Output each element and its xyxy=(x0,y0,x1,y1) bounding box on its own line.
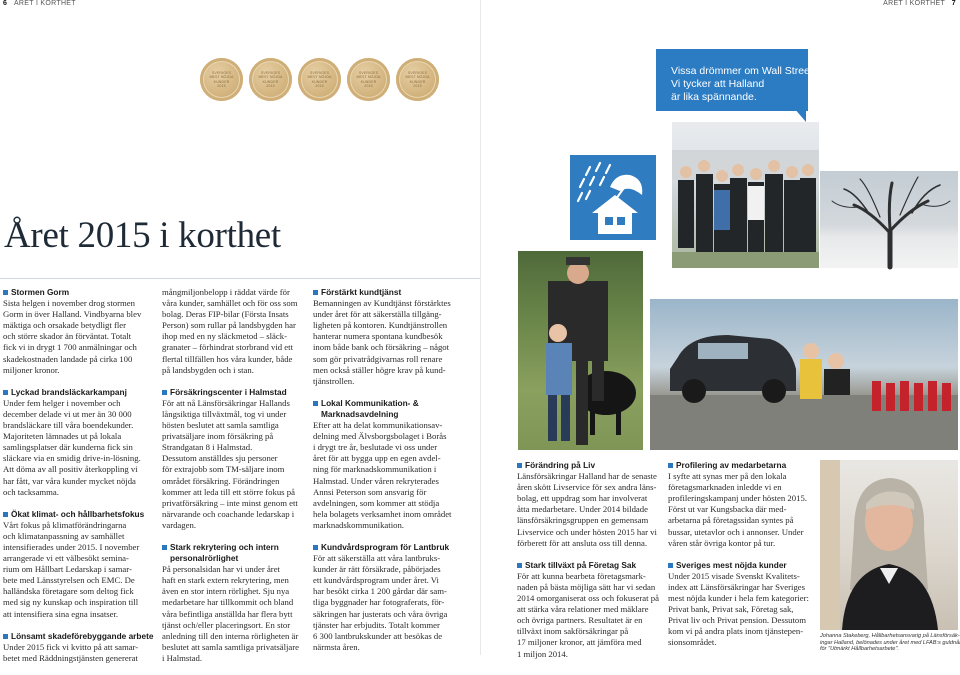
body-text-line: haft en stark extern rekrytering, men xyxy=(162,575,289,586)
section-bullet-icon xyxy=(162,545,167,550)
body-text-line: intensifierades under 2015. I november xyxy=(3,541,140,552)
body-text-line: granater – förhindrat storbrand vid ett xyxy=(162,342,293,353)
storm-house-icon xyxy=(570,155,656,240)
body-text-line: Efter att ha delat kommunikationsav- xyxy=(313,420,443,431)
section-heading xyxy=(668,460,820,471)
body-text-line: hösten beslutet att samla samtliga xyxy=(162,420,279,431)
winter-tree-photo xyxy=(820,171,958,268)
seal-text-line: SVERIGES xyxy=(358,71,379,76)
caption-line: ingar Halland, belönades under året med LFAB:s guldnål xyxy=(820,639,960,646)
body-text-line: anledning till den interna rörligheten är xyxy=(162,630,299,641)
body-text-line: kunder är rätt försäkrade, påbörjades xyxy=(313,564,441,575)
section-bullet-icon xyxy=(313,401,318,406)
body-text-line: i drygt tre år, beslutade vi oss under xyxy=(313,442,438,453)
body-text-line: Person) som rullar på landsbygden har xyxy=(162,320,296,331)
body-text-line: och övriga partners. Resultatet är en xyxy=(517,615,643,626)
section-bullet-icon xyxy=(668,463,673,468)
farmer-photo xyxy=(518,251,643,450)
seal-text-line: 2015 xyxy=(315,83,324,88)
seal-text xyxy=(255,71,287,88)
body-text-line: betet med Räddningstjänsten genererat xyxy=(3,652,138,663)
section-heading-line: Marknadsavdelning xyxy=(321,408,399,419)
body-text-line: att intensifiera sina egna insatser. xyxy=(3,608,119,619)
body-text-line: fick vi in drygt 1 700 anmälningar och xyxy=(3,342,137,353)
body-text-line: sionsområdet. xyxy=(668,637,717,648)
seal-text-line: 2015 xyxy=(364,83,373,88)
body-text-line: närmsta åren. xyxy=(313,641,360,652)
body-text-line: området försäkring. Förändringen xyxy=(162,475,280,486)
article-section xyxy=(313,398,473,531)
seal-text-line: KUNDER xyxy=(409,79,426,84)
article-section xyxy=(313,542,473,653)
body-text-line: under året för att säkerställa tillgäng- xyxy=(313,309,442,320)
text-column-5 xyxy=(668,460,820,660)
article-section xyxy=(668,560,820,649)
running-header-left xyxy=(3,0,76,9)
body-text-line: Vårt fokus på klimatförändringarna xyxy=(3,519,127,530)
body-text-line: säkringen har justerats och våra övriga xyxy=(313,608,448,619)
body-text-line: privatsäljare inom försäkring på xyxy=(162,431,274,442)
body-text-line: Halmstad. Under våren rekryterades xyxy=(313,475,439,486)
section-bullet-icon xyxy=(3,390,8,395)
body-text-line: 6 300 lantbrukskunder att besökas de xyxy=(313,630,443,641)
body-text-line: avdelningen, som kommer att stödja xyxy=(313,497,440,508)
seal-text-line: KUNDER xyxy=(213,79,230,84)
body-text-line: 2014 omorganiserat oss och fokuserat på xyxy=(517,593,659,604)
body-text-line: delning med Älvsborgsbolaget i Borås xyxy=(313,431,447,442)
seal-text-line: MEST NÖJDA xyxy=(356,75,381,80)
seal-text-line: KUNDER xyxy=(311,79,328,84)
body-text-line: På personalsidan har vi under året xyxy=(162,564,280,575)
running-header-right-label: ÅRET I KORTHET xyxy=(883,0,946,7)
body-text-line: kom vi på andra plats inom tjänstepen- xyxy=(668,626,804,637)
seal-text xyxy=(353,71,385,88)
body-text-line: index att Länsförsäkringar har Sveriges xyxy=(668,581,806,592)
section-heading xyxy=(517,560,667,571)
section-heading xyxy=(3,387,153,398)
section-heading-line: Lokal Kommunikation- & xyxy=(321,397,419,408)
body-text-line: För att nå Länsförsäkringar Hallands xyxy=(162,397,290,408)
body-text-line: mest nöjda kunder i hela fem kategorier: xyxy=(668,593,809,604)
body-text-line: inom både bank och försäkring – något xyxy=(313,342,450,353)
body-text-line: miljoner kronor. xyxy=(3,364,60,375)
body-text-line: ett kundvårdsprogram under året. Vi xyxy=(313,575,439,586)
seal-text-line: MEST NÖJDA xyxy=(307,75,332,80)
body-text-line: och större skador än förväntat. Totalt xyxy=(3,331,132,342)
body-text-line: tliga byggnader har fotograferats, för- xyxy=(313,597,445,608)
body-text-line: närvarande och coachande ledarskap i xyxy=(162,508,295,519)
running-header-right xyxy=(883,0,956,9)
section-heading-line: Lyckad brandsläckarkampanj xyxy=(11,386,127,397)
body-text-line: Under 2015 visade Svenskt Kvalitets- xyxy=(668,570,800,581)
body-text-line: bete med Länsstyrelsen och EMC. De xyxy=(3,575,135,586)
section-bullet-icon xyxy=(517,463,522,468)
body-text-line: Majoriteten lämnades ut på lokala xyxy=(3,431,122,442)
body-text-line: i Halmstad. xyxy=(162,652,203,663)
body-text-line: vardagen. xyxy=(162,519,197,530)
body-text-line: arbetarna på företagssidan syntes på xyxy=(668,515,794,526)
quality-seal xyxy=(249,58,292,101)
text-column-1 xyxy=(3,287,153,675)
seal-text-line: KUNDER xyxy=(360,79,377,84)
quote-line: Vi tycker att Halland xyxy=(671,78,765,90)
section-bullet-icon xyxy=(162,390,167,395)
body-text-line: arrangerade vi ett välbesökt semina- xyxy=(3,553,129,564)
article-section xyxy=(162,387,314,531)
body-text-line: mångmiljonbelopp i räddat värde för xyxy=(162,287,290,297)
body-text-line: länsförsäkringsgruppen en gemensam xyxy=(517,515,649,526)
body-text-line: halländska företagare som deltog fick xyxy=(3,586,134,597)
section-heading xyxy=(3,287,153,298)
body-text-line: marknadskommunikation. xyxy=(313,519,404,530)
body-text-line: tillväxt inom sakförsäkringar på xyxy=(517,626,629,637)
quote-line: Vissa drömmer om Wall Street. xyxy=(671,65,816,77)
section-bullet-icon xyxy=(3,634,8,639)
body-text-line: naden på bästa möjliga sätt har vi sedan xyxy=(517,581,656,592)
body-text-line: och tacksamma. xyxy=(3,486,59,497)
page-number-right: 7 xyxy=(951,0,956,7)
body-text-line: ligheten på kontoren. Kundtjänstrollen xyxy=(313,320,448,331)
body-text-line: våren står övriga kontor på tur. xyxy=(668,537,776,548)
body-text-line: För att säkerställa att våra lantbruks- xyxy=(313,553,441,564)
section-heading xyxy=(3,509,153,520)
body-text-line: Bemanningen av Kundtjänst förstärktes xyxy=(313,298,451,309)
seal-text xyxy=(206,71,238,88)
body-text-line: kommer att leda till ett större fokus på xyxy=(162,486,295,497)
seal-text xyxy=(402,71,434,88)
body-text-line: bolag, ett uppdrag som har involverat xyxy=(517,493,648,504)
body-text-line: förberett för att ansluta oss till denna. xyxy=(517,537,648,548)
section-heading-line: Stark rekrytering och intern xyxy=(170,541,279,552)
running-header-left-label: ÅRET I KORTHET xyxy=(13,0,76,7)
seal-text-line: 2015 xyxy=(217,83,226,88)
section-heading-line: Ökat klimat- och hållbarhetsfokus xyxy=(11,508,145,519)
quality-seal xyxy=(200,58,243,101)
quote-line: är lika spännande. xyxy=(671,91,757,103)
section-heading-line: Stark tillväxt på Företag Sak xyxy=(525,559,637,570)
seal-text-line: SVERIGES xyxy=(407,71,428,76)
body-text-line: Privat bank, Privat sak, Företag sak, xyxy=(668,604,794,615)
body-text-line: 17 miljoner kronor, att jämföra med xyxy=(517,637,642,648)
article-section xyxy=(3,387,153,498)
seal-text-line: 2015 xyxy=(413,83,422,88)
section-heading xyxy=(517,460,667,471)
caption-line: för "Utmärkt Hållbarhetsarbete". xyxy=(820,646,899,652)
seal-text-line: KUNDER xyxy=(262,79,279,84)
body-text-line: bussar, utetavlor och i annonser. Under xyxy=(668,526,804,537)
body-text-line: Gorm in över Halland. Vindbyarna blev xyxy=(3,309,142,320)
body-text-line: våra befintliga anställda har flera bytt xyxy=(162,608,293,619)
body-text-line: på landsbygden och i stan. xyxy=(162,364,254,375)
article-section xyxy=(162,542,314,664)
portrait-photo xyxy=(820,460,958,630)
body-text-line: I syfte att synas mer på den lokala xyxy=(668,471,787,482)
body-text-line: privatförsäkring – inte minst genom ett xyxy=(162,497,298,508)
text-column-4 xyxy=(517,460,667,671)
body-text-line: släckare via en smidig drive-in-lösning. xyxy=(3,453,141,464)
seal-text-line: SVERIGES xyxy=(260,71,281,76)
body-text-line: Under fem helger i november och xyxy=(3,397,121,408)
title-rule xyxy=(0,278,480,279)
body-text-line: brandsläckare till våra boendekunder. xyxy=(3,420,134,431)
section-heading-line: Stormen Gorm xyxy=(11,287,70,297)
body-text-line: tjänster har erbjudits. Totalt kommer xyxy=(313,619,440,630)
body-text-line: åtta medarbetare. Under 2014 bildade xyxy=(517,504,648,515)
text-column-2 xyxy=(162,287,314,675)
body-text-line: hela bolagets verksamhet inom området xyxy=(313,508,452,519)
body-text-line: Länsförsäkringar Halland har de senaste xyxy=(517,471,657,482)
quality-seal xyxy=(396,58,439,101)
fire-extinguisher-photo xyxy=(650,299,958,450)
article-section xyxy=(3,287,153,376)
body-text-line: Livservice och under hösten 2015 har vi xyxy=(517,526,657,537)
article-section xyxy=(313,287,473,387)
section-heading xyxy=(162,387,314,398)
seal-text-line: MEST NÖJDA xyxy=(405,75,430,80)
body-text-line: december delade vi ut mer än 30 000 xyxy=(3,408,132,419)
body-text-line: som gör privatrådgivarnas roll renare xyxy=(313,353,443,364)
section-heading-line: Lönsamt skadeförebyggande arbete xyxy=(11,630,154,641)
body-text-line: Under 2015 fick vi kvitto på att samar- xyxy=(3,641,139,652)
section-heading xyxy=(3,631,153,642)
body-text-line: Att döma av all positiv återkoppling vi xyxy=(3,464,138,475)
body-text-line: Privat liv och Privat pension. Dessutom xyxy=(668,615,807,626)
body-text-line: året för att bygga upp en egen avdel- xyxy=(313,453,441,464)
section-bullet-icon xyxy=(3,512,8,517)
body-text-line: företagsmarknaden inledde vi en xyxy=(668,482,782,493)
section-bullet-icon xyxy=(668,563,673,568)
body-text-line: har besökt cirka 1 200 gårdar där sam- xyxy=(313,586,447,597)
section-heading xyxy=(313,398,473,420)
body-text-line: Annsi Peterson som ansvarig för xyxy=(313,486,427,497)
body-text-line: medarbetare har tillkommit och bland xyxy=(162,597,294,608)
section-heading-line: Profilering av medarbetarna xyxy=(676,460,787,470)
section-heading-line: Försäkringscenter i Halmstad xyxy=(170,386,287,397)
body-text-line: att stärka våra relationer med mäklare xyxy=(517,604,649,615)
section-heading-line: Förstärkt kundtjänst xyxy=(321,287,402,297)
quality-seal xyxy=(298,58,341,101)
body-text-line: beslutet att samla samtliga privatsäljare xyxy=(162,641,300,652)
team-photo xyxy=(672,122,819,268)
body-text-line: för extrajobb som TM-säljare inom xyxy=(162,464,285,475)
section-heading xyxy=(313,542,473,553)
article-section xyxy=(162,287,314,376)
section-heading-line: Förändring på Liv xyxy=(525,460,596,470)
body-text-line: Dessutom anställdes sju personer xyxy=(162,453,278,464)
section-heading xyxy=(668,560,820,571)
body-text-line: Sista helgen i november drog stormen xyxy=(3,298,135,309)
quote-banner-text xyxy=(671,65,816,104)
quote-banner-tail xyxy=(794,108,806,122)
body-text-line: bolag. Deras FIP-bilar (Första Insats xyxy=(162,309,289,320)
body-text-line: samlingsplatser där kunderna fick sin xyxy=(3,442,133,453)
quality-seals xyxy=(200,58,442,104)
body-text-line: tjänstrollen. xyxy=(313,375,355,386)
seal-text-line: MEST NÖJDA xyxy=(258,75,283,80)
seal-text-line: SVERIGES xyxy=(211,71,232,76)
section-heading-line: Kundvårdsprogram för Lantbruk xyxy=(321,541,450,552)
page-title: Året 2015 i korthet xyxy=(4,215,281,256)
body-text-line: och klimatanpassning av samhället xyxy=(3,530,125,541)
body-text-line: hanterar numera spontana kundbesök xyxy=(313,331,443,342)
section-bullet-icon xyxy=(3,290,8,295)
body-text-line: rium om Hållbart Ledarskap i samar- xyxy=(3,564,132,575)
body-text-line: För att kunna bearbeta företagsmark- xyxy=(517,570,646,581)
body-text-line: mäktiga och orsakade betydligt fler xyxy=(3,320,127,331)
article-section xyxy=(3,631,153,664)
body-text-line: skadekostnaden landade på cirka 100 xyxy=(3,353,133,364)
article-section xyxy=(668,460,820,549)
seal-text-line: 2015 xyxy=(266,83,275,88)
section-heading-line: Sveriges mest nöjda kunder xyxy=(676,559,787,570)
body-text-line: profileringskampanj under hösten 2015. xyxy=(668,493,807,504)
section-heading xyxy=(162,542,314,564)
body-text-line: tjänst och/eller placeringsort. En stor xyxy=(162,619,291,630)
section-bullet-icon xyxy=(313,290,318,295)
body-text-line: Strandgatan 8 i Halmstad. xyxy=(162,442,253,453)
section-heading xyxy=(313,287,473,298)
seal-text-line: MEST NÖJDA xyxy=(209,75,234,80)
article-section xyxy=(3,509,153,620)
body-text-line: våra kunder, samhället och för oss som xyxy=(162,298,298,309)
quality-seal xyxy=(347,58,390,101)
body-text-line: flertal tillfällen hos våra kunder, både xyxy=(162,353,293,364)
body-text-line: långsiktiga tillväxtmål, tog vi under xyxy=(162,408,287,419)
article-section xyxy=(517,460,667,549)
photo-caption xyxy=(820,633,960,653)
body-text-line: 1 miljon 2014. xyxy=(517,648,568,659)
section-bullet-icon xyxy=(313,545,318,550)
body-text-line: ning för marknadskommunikation i xyxy=(313,464,437,475)
body-text-line: men också ställer högre krav på kund- xyxy=(313,364,446,375)
body-text-line: även en stor intern rörlighet. Sju nya xyxy=(162,586,290,597)
text-column-3 xyxy=(313,287,473,664)
section-bullet-icon xyxy=(517,563,522,568)
article-section xyxy=(517,560,667,660)
body-text-line: med sig ny kunskap och inspiration till xyxy=(3,597,139,608)
seal-text-line: SVERIGES xyxy=(309,71,330,76)
spread-fold xyxy=(480,0,481,655)
section-heading-line: personalrörlighet xyxy=(170,553,239,564)
seal-text xyxy=(304,71,336,88)
body-text-line: ihop med en ny släckmetod – släck- xyxy=(162,331,287,342)
caption-line: Johanna Stakeberg, Hållbarhetsansvarig på Länsförsäk- xyxy=(820,633,960,639)
body-text-line: åren skött Livservice för sex andra läns- xyxy=(517,482,657,493)
body-text-line: Först ut var Kungsbacka där med- xyxy=(668,504,787,515)
body-text-line: har fått, var våra kunder mycket nöjda xyxy=(3,475,136,486)
page-number-left: 6 xyxy=(3,0,8,7)
